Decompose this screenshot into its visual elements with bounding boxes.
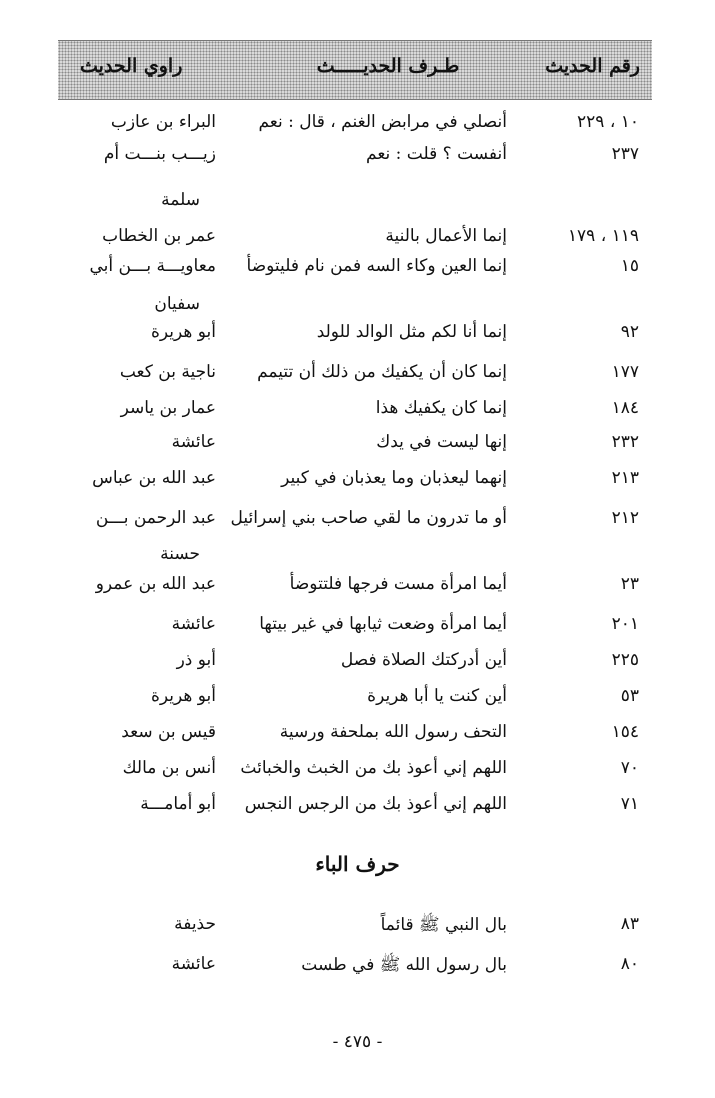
table-row: [0, 754, 715, 788]
hadith-number: ٢١٣: [611, 468, 639, 488]
hadith-text: أنفست ؟ قلت : نعم: [366, 144, 507, 164]
hadith-number: ١٨٤: [611, 398, 639, 418]
table-row: [0, 718, 715, 752]
header-hadith-number: رقم الحديث: [545, 55, 640, 77]
hadith-text: أنصلي في مرابض الغنم ، قال : نعم: [258, 112, 507, 132]
table-row: [0, 318, 715, 352]
hadith-number: ٥٣: [620, 686, 639, 706]
hadith-narrator: قيس بن سعد: [121, 722, 216, 742]
table-row: [0, 910, 715, 944]
hadith-narrator: أبو أمامـــة: [140, 794, 216, 814]
hadith-text: اللهم إني أعوذ بك من الخبث والخبائث: [240, 758, 507, 778]
hadith-narrator-continuation: سلمة: [161, 190, 200, 210]
header-narrator: راوي الحديث: [80, 55, 183, 77]
hadith-narrator: زيـــب بنـــت أم: [103, 144, 216, 164]
hadith-number: ٢٠١: [611, 614, 639, 634]
hadith-text: إنهما ليعذبان وما يعذبان في كبير: [281, 468, 507, 488]
hadith-number: ١٥٤: [611, 722, 639, 742]
hadith-number: ٨٠: [620, 954, 639, 974]
hadith-narrator-continuation: سفيان: [154, 294, 200, 314]
hadith-number: ٢٢٥: [611, 650, 639, 670]
hadith-text: بال رسول الله ﷺ في طست: [301, 955, 507, 975]
header-hadith-text: طـرف الحديـــــث: [316, 55, 460, 77]
hadith-text: إنما الأعمال بالنية: [385, 226, 507, 246]
hadith-number: ٢٣٢: [611, 432, 639, 452]
hadith-narrator: عائشة: [171, 954, 216, 974]
table-row: [0, 610, 715, 644]
hadith-text: إنها ليست في يدك: [376, 432, 507, 452]
hadith-text: أو ما تدرون ما لقي صاحب بني إسرائيل: [230, 508, 507, 528]
hadith-number: ٩٢: [620, 322, 639, 342]
hadith-number: ٧٠: [620, 758, 639, 778]
hadith-text: إنما أنا لكم مثل الوالد للولد: [316, 322, 507, 342]
page-number: - ٤٧٥ -: [332, 1032, 383, 1052]
hadith-narrator: البراء بن عازب: [110, 112, 216, 132]
hadith-number: ٢٣: [620, 574, 639, 594]
hadith-number: ٢٣٧: [611, 144, 639, 164]
hadith-narrator: أنس بن مالك: [122, 758, 216, 778]
table-row: [0, 358, 715, 392]
hadith-number: ٧١: [620, 794, 639, 814]
table-row: [0, 222, 715, 256]
hadith-text: أين كنت يا أبا هريرة: [367, 686, 507, 706]
table-row: [0, 790, 715, 824]
hadith-narrator: عمر بن الخطاب: [102, 226, 216, 246]
hadith-narrator: عائشة: [171, 432, 216, 452]
hadith-narrator: أبو هريرة: [150, 322, 216, 342]
hadith-number: ٨٣: [620, 914, 639, 934]
section-title: حرف الباء: [315, 852, 400, 876]
hadith-text: اللهم إني أعوذ بك من الرجس النجس: [244, 794, 507, 814]
hadith-number: ٢١٢: [611, 508, 639, 528]
hadith-number: ١٥: [620, 256, 639, 276]
hadith-narrator: أبو ذر: [176, 650, 216, 670]
table-row: [0, 682, 715, 716]
table-row: [0, 646, 715, 680]
table-row: [0, 464, 715, 498]
table-row: [0, 108, 715, 142]
hadith-text: التحف رسول الله بملحفة ورسية: [279, 722, 507, 742]
hadith-text: إنما كان يكفيك هذا: [375, 398, 507, 418]
hadith-narrator: أبو هريرة: [150, 686, 216, 706]
table-row: [0, 570, 715, 604]
hadith-text: أين أدركتك الصلاة فصل: [340, 650, 507, 670]
hadith-text: أيما امرأة مست فرجها فلتتوضأ: [289, 574, 507, 594]
table-row: [0, 140, 715, 174]
hadith-narrator: حذيفة: [174, 914, 216, 934]
hadith-narrator: عبد الرحمن بـــن: [95, 508, 216, 528]
hadith-narrator: ناجية بن كعب: [119, 362, 216, 382]
hadith-text: إنما العين وكاء السه فمن نام فليتوضأ: [246, 256, 507, 276]
hadith-narrator: معاويـــة بـــن أبي: [89, 256, 216, 276]
hadith-narrator: عائشة: [171, 614, 216, 634]
hadith-narrator-continuation: حسنة: [160, 544, 200, 564]
table-header: [58, 40, 652, 100]
hadith-text: أيما امرأة وضعت ثيابها في غير بيتها: [259, 614, 507, 634]
hadith-number: ١١٩ ، ١٧٩: [567, 226, 639, 246]
table-row: [0, 504, 715, 538]
table-row: [0, 428, 715, 462]
hadith-number: ١٧٧: [611, 362, 639, 382]
hadith-narrator: عمار بن ياسر: [120, 398, 216, 418]
table-row: [0, 252, 715, 286]
hadith-number: ١٠ ، ٢٢٩: [577, 112, 639, 132]
hadith-text: إنما كان أن يكفيك من ذلك أن تتيمم: [257, 362, 507, 382]
table-row: [0, 950, 715, 984]
hadith-narrator: عبد الله بن عباس: [92, 468, 216, 488]
hadith-text: بال النبي ﷺ قائماً: [380, 915, 507, 935]
table-row: [0, 394, 715, 428]
hadith-narrator: عبد الله بن عمرو: [95, 574, 216, 594]
